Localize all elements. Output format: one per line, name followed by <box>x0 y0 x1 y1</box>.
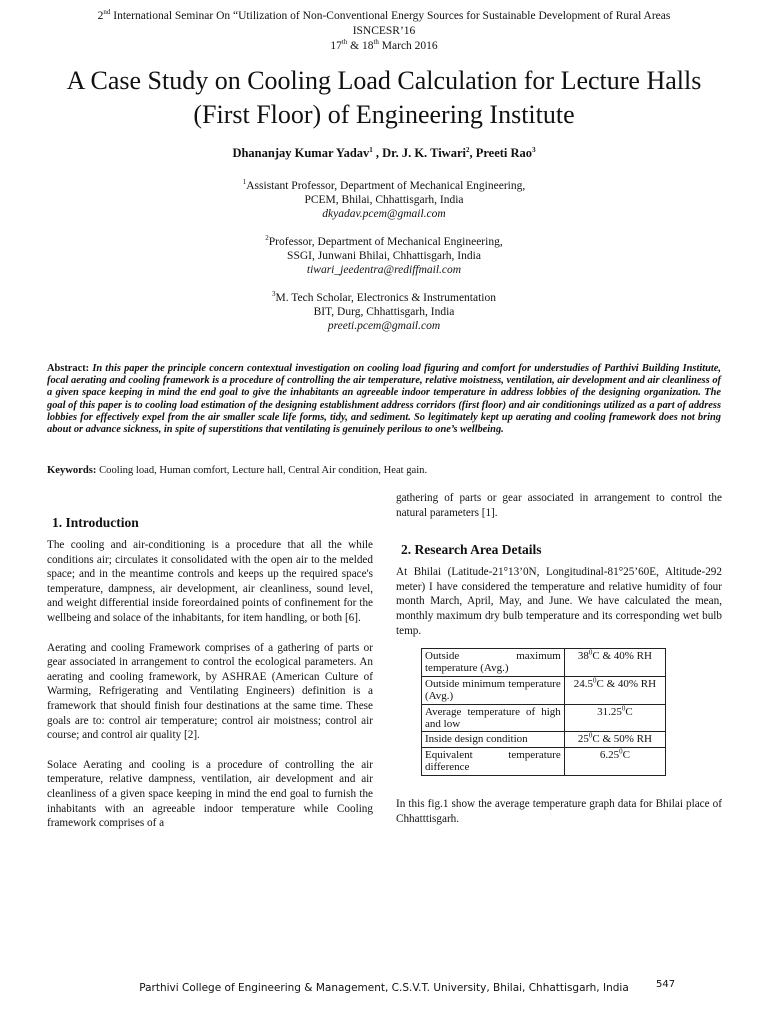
table-row <box>422 704 666 732</box>
author-email: preeti.pcem@gmail.com <box>327 320 441 332</box>
table-cell-label: Outside minimum temperature (Avg.) <box>422 676 565 704</box>
right-column <box>396 491 722 638</box>
table-row <box>422 732 666 747</box>
author-list: Dhananjay Kumar Yadav$^1$ , Dr. J. K. Tiwari$^2$, Preeti Rao$^3$ <box>232 145 536 160</box>
table-cell-label: Average temperature of high and low <box>422 704 565 732</box>
table-cell-value: 24.5$^0$C & 40% RH <box>564 676 665 704</box>
section-heading-introduction: 1. Introduction <box>52 515 139 530</box>
page-number: 547 <box>656 979 676 990</box>
table-cell-value: $38^0C$ & 40% RH <box>564 649 665 677</box>
paragraph: The cooling and air-conditioning is a procedure that all the while conditions air; circulates it consolidated with the open air to the melded space; and in the meantime controls and keeps up the required space's temperature, dampness, air development, air cleanliness, sound level, and weight differential inside foreordained points of confinement for the wellbeing and solace of the inhabitants, for item handling, or both [6]. <box>47 539 373 624</box>
abstract <box>47 363 721 436</box>
abstract-label: Abstract: <box>47 363 90 374</box>
affiliation-1: $^1$Assistant Professor, Department of Mechanical Engineering, PCEM, Bhilai, Chhattisgarh, India dkyadav.pcem@gmail.com <box>0 179 768 221</box>
paragraph: Solace Aerating and cooling is a procedure of controlling the air temperature, relative dampness, ventilation, air development and air cleanliness of a given space keeping in mind the end goal to furnish the inhabitants with an agreeable indoor temperature while Cooling framework comprises of a <box>47 758 373 830</box>
keywords-label: Keywords: <box>47 465 97 476</box>
table-cell-label: Outside maximum temperature (Avg.) <box>422 649 565 677</box>
table-cell-label: Equivalent temperature difference <box>422 747 565 775</box>
paper-title: A Case Study on Cooling Load Calculation for Lecture Halls (First Floor) of Engineering Institute <box>66 66 702 129</box>
temperature-table <box>421 648 666 776</box>
affiliation-2: $^2$Professor, Department of Mechanical Engineering, SSGI, Junwani Bhilai, Chhattisgarh, India tiwari_jeedentra@rediffmail.com <box>0 235 768 277</box>
paragraph: gathering of parts or gear associated in arrangement to control the natural parameters [1]. <box>396 492 722 519</box>
conference-title: 2nd International Seminar On “Utilization of Non-Conventional Energy Sources for Sustainable Development of Rural Areas <box>97 8 671 22</box>
paragraph: Aerating and cooling Framework comprises of a gathering of parts or gear associated in arrangement to control the ecological parameters. An aerating and cooling framework, by ASHRAE (American Culture of Warming, Refrigerating and Ventilating Engineers) definition is a framework that should finish four destinations at the same time. These goals are to: control air temperature; control air moistness; control air course; and control air quality [2]. <box>47 641 373 742</box>
page-footer: Parthivi College of Engineering & Management, C.S.V.T. University, Bhilai, Chhattisgarh, India <box>139 982 629 994</box>
table-row <box>422 676 666 704</box>
conference-date: 17th & 18th March 2016 <box>330 38 438 52</box>
table-cell-value: $25^0C$ & 50% RH <box>564 732 665 747</box>
conference-code: ISNCESR’16 <box>352 25 416 37</box>
left-column <box>47 515 373 831</box>
right-column-lower <box>396 797 722 826</box>
abstract-text: In this paper the principle concern contextual investigation on cooling load figuring and comfort for understudies of Parthivi Building Institute, focal aerating and cooling framework is a procedure of controlling the air temperature, relative moistness, ventilation, air development and air cleanliness of a given space keeping in mind the end goal to give the inhabitants an agreeable indoor temperature in address lobbies of the designing organization. The goal of this paper is to cooling load estimation of the designing establishment address corridors (first floor) and air conditionings utilized as a part of address lobbies for effectively expel from the air smaller scale life forms, tidy, and sediment. So legitimately kept up aerating and cooling framework does not bring about or advance sickness, in spite of superstitions that ventilating is genuinely perilous to one’s wellbeing. <box>47 363 721 436</box>
table-cell-label: Inside design condition <box>422 732 565 747</box>
keywords-text: Cooling load, Human comfort, Lecture hall, Central Air condition, Heat gain. <box>99 465 428 476</box>
keywords <box>47 465 721 476</box>
table-row <box>422 649 666 677</box>
author-email: dkyadav.pcem@gmail.com <box>322 208 446 220</box>
table-cell-value: 6.25$^0$C <box>564 747 665 775</box>
author-email: tiwari_jeedentra@rediffmail.com <box>306 264 462 276</box>
table-row <box>422 747 666 775</box>
section-heading-research-area: 2. Research Area Details <box>401 542 542 558</box>
paragraph: In this fig.1 show the average temperature graph data for Bhilai place of Chhatttisgarh. <box>396 798 722 825</box>
affiliation-3: $^3$M. Tech Scholar, Electronics & Instrumentation BIT, Durg, Chhattisgarh, India preeti.pcem@gmail.com <box>0 291 768 333</box>
paragraph: At Bhilai (Latitude-21°13’0N, Longitudinal-81°25’60E, Altitude-292 meter) I have considered the temperature and relative humidity of four month March, April, May, and June. We have calculated the mean, monthly maximum dry bulb temperature and its corresponding wet bulb temp. <box>396 566 722 637</box>
table-cell-value: 31.25$^0$C <box>564 704 665 732</box>
